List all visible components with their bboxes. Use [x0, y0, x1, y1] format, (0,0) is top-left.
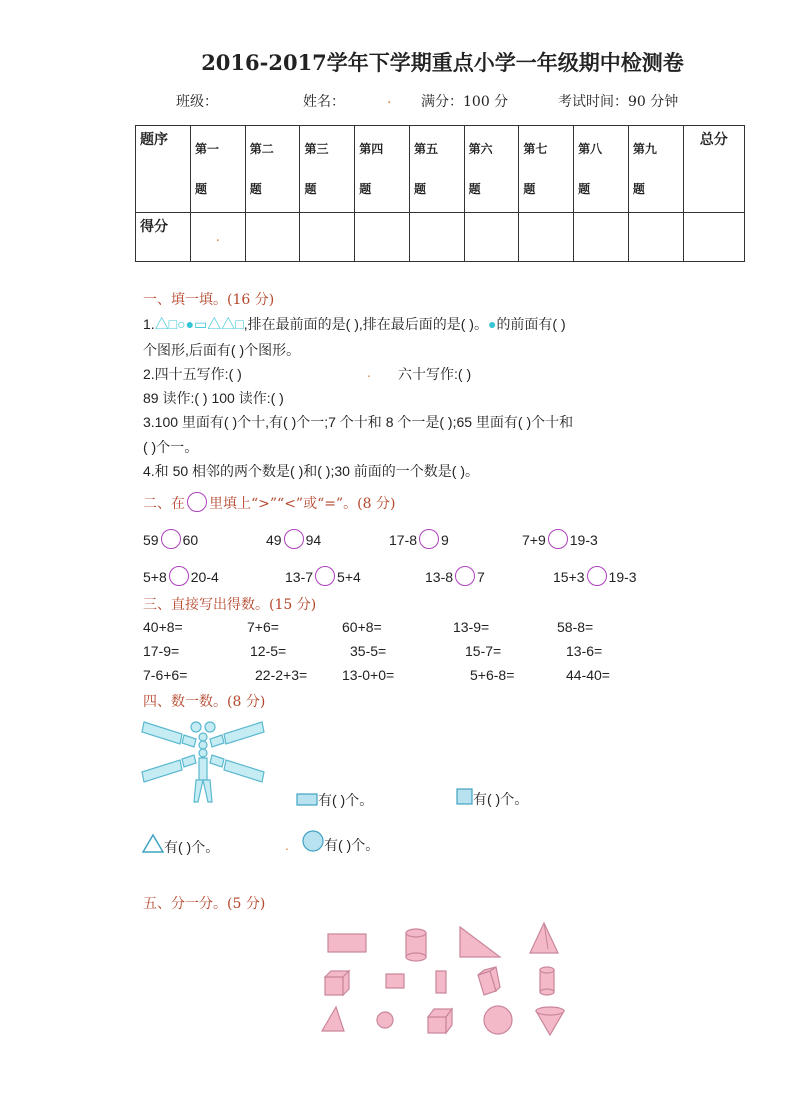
info-dot: . [387, 91, 392, 107]
compare-7: 13-8 7 [425, 566, 485, 586]
rectangle-shape-small [436, 971, 446, 993]
compare-circle[interactable] [455, 566, 475, 586]
exam-title: 2016-2017学年下学期重点小学一年级期中检测卷 [201, 50, 684, 75]
compare-circle[interactable] [315, 566, 335, 586]
compare-1: 59 60 [143, 529, 198, 549]
calc-item: 17-9= [143, 643, 180, 659]
calc-item: 44-40= [566, 667, 610, 683]
circle-shape-icon [302, 830, 324, 852]
compare-circle[interactable] [419, 529, 439, 549]
calc-item: 12-5= [250, 643, 287, 659]
q2-line-2: 89 读作:( ) 100 读作:( ) [143, 390, 284, 406]
count-square: 有( )个。 [456, 788, 528, 809]
calc-item: 58-8= [557, 619, 594, 635]
score-cell-5[interactable] [409, 213, 464, 262]
calc-item: 40+8= [143, 619, 183, 635]
compare-circle[interactable] [587, 566, 607, 586]
q2-cell: 第二 题 [245, 126, 300, 213]
rectangle-icon [296, 793, 318, 806]
full-score: 满分：100 分 [421, 94, 509, 110]
q1-cell: 第一 题 [191, 126, 246, 213]
calc-item: 13-0+0= [342, 667, 395, 683]
compare-circle[interactable] [284, 529, 304, 549]
calc-item: 60+8= [342, 619, 382, 635]
class-label: 班级： [176, 94, 218, 110]
score-cell-1[interactable]: . [191, 213, 246, 262]
calc-item: 22-2+3= [255, 667, 308, 683]
q6-cell: 第六 题 [464, 126, 519, 213]
pyramid-shape [530, 923, 558, 953]
small-circle-shape [377, 1012, 393, 1028]
score-table [135, 125, 745, 262]
calc-item: 15-7= [465, 643, 502, 659]
compare-circle[interactable] [548, 529, 568, 549]
q2-line-1b: 六十写作:( ) [398, 366, 472, 382]
inverted-cone-shape [536, 1007, 564, 1035]
compare-circle[interactable] [169, 566, 189, 586]
cube-shape [325, 971, 349, 995]
compare-2: 49 94 [266, 529, 321, 549]
q8-cell: 第八 题 [574, 126, 629, 213]
cylinder-shape [406, 929, 426, 961]
compare-circle[interactable] [161, 529, 181, 549]
compare-8: 15+3 19-3 [553, 566, 637, 586]
shape-sequence: △□○●▭△△□ [154, 316, 244, 332]
score-cell-6[interactable] [464, 213, 519, 262]
compare-5: 5+8 20-4 [143, 566, 219, 586]
row-header-score: 得分 [136, 213, 191, 262]
section-5-title: 五、分一分。(5 分) [143, 896, 266, 912]
section-3-title: 三、直接写出得数。(15 分) [143, 597, 317, 613]
q4-cell: 第四 题 [355, 126, 410, 213]
q1-line: 1.△□○●▭△△□,排在最前面的是( ),排在最后面的是( )。●的前面有( ) [143, 316, 566, 332]
dragonfly-shape-figure [138, 716, 270, 808]
sphere-shape [484, 1006, 512, 1034]
q3-cell: 第三 题 [300, 126, 355, 213]
score-cell-3[interactable] [300, 213, 355, 262]
rectangle-shape [328, 934, 366, 952]
triangle-icon [142, 834, 164, 853]
calc-item: 7+6= [247, 619, 279, 635]
q2-line-1a: 2.四十五写作:( ) [143, 366, 242, 382]
score-cell-2[interactable] [245, 213, 300, 262]
score-cell-8[interactable] [574, 213, 629, 262]
calc-item: 35-5= [350, 643, 387, 659]
q3-line-1: 3.100 里面有( )个十,有( )个一;7 个十和 8 个一是( );65 里面有( )个十和 [143, 414, 574, 430]
name-label: 姓名： [303, 94, 345, 110]
q1-line-2: 个图形,后面有( )个图形。 [143, 342, 301, 358]
exam-time: 考试时间：90 分钟 [558, 94, 679, 110]
cuboid-shape [478, 967, 500, 995]
cone-triangle-shape [322, 1007, 344, 1031]
count-circle: 有( )个。 [302, 830, 379, 855]
q5-cell: 第五 题 [409, 126, 464, 213]
compare-6: 13-7 5+4 [285, 566, 361, 586]
q9-cell: 第九 题 [628, 126, 683, 213]
section-4-title: 四、数一数。(8 分) [143, 694, 266, 710]
compare-3: 17-8 9 [389, 529, 449, 549]
score-cell-4[interactable] [355, 213, 410, 262]
section-2-title: 二、在 里填上“>”“<”或“=”。(8 分) [143, 492, 395, 513]
count-dot: . [285, 837, 289, 853]
count-triangle: 有( )个。 [142, 834, 219, 857]
calc-item: 7-6+6= [143, 667, 188, 683]
square-shape [386, 974, 404, 988]
calc-item: 13-6= [566, 643, 603, 659]
total-header: 总分 [683, 126, 744, 213]
cuboid-shape-2 [428, 1009, 452, 1033]
score-cell-9[interactable] [628, 213, 683, 262]
q3-line-2: ( )个一。 [143, 439, 199, 455]
q4-line: 4.和 50 相邻的两个数是( )和( );30 前面的一个数是( )。 [143, 463, 480, 479]
compare-4: 7+9 19-3 [522, 529, 598, 549]
q2-dot: . [367, 364, 371, 380]
section-1-title: 一、填一填。(16 分) [143, 292, 275, 308]
cylinder-shape-small [540, 967, 554, 995]
row-header-order: 题序 [136, 126, 191, 213]
calc-item: 13-9= [453, 619, 490, 635]
count-rect: 有( )个。 [296, 790, 373, 810]
score-cell-7[interactable] [519, 213, 574, 262]
circle-icon [187, 492, 207, 512]
score-cell-total[interactable] [683, 213, 744, 262]
cyan-dot-icon: ● [487, 316, 497, 332]
q7-cell: 第七 题 [519, 126, 574, 213]
solid-shapes-figure [310, 915, 580, 1045]
calc-item: 5+6-8= [470, 667, 515, 683]
square-icon [456, 788, 473, 805]
right-triangle-shape [460, 927, 500, 957]
